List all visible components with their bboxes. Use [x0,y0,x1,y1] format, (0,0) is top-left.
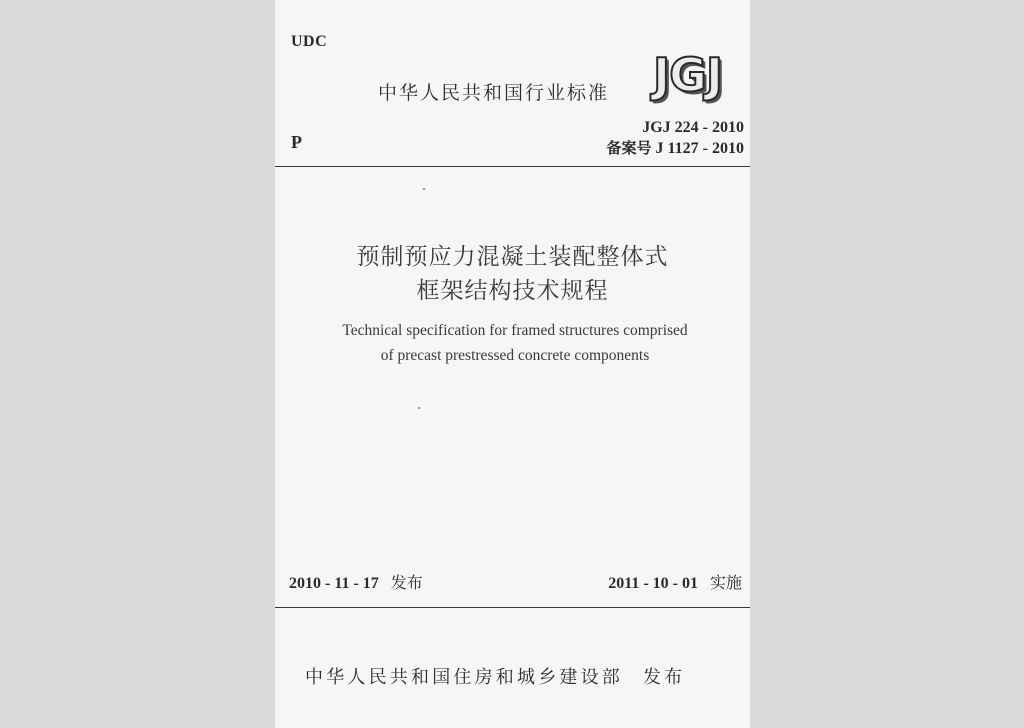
issue-date: 2010 - 11 - 17 [289,575,379,592]
footer-divider [275,607,750,608]
udc-label: UDC [291,33,328,50]
print-speck [423,188,425,190]
english-title [275,318,755,368]
implementation-date: 2011 - 10 - 01 [608,575,698,592]
implementation-date-row [608,570,742,593]
publisher-line [305,663,685,689]
standard-code-block [607,117,744,159]
publisher-action: 发布 [643,667,686,688]
jgj-logo: JGJ [653,48,722,102]
standard-cover-page [275,0,750,728]
category-label: P [291,132,302,152]
header-divider [275,166,750,167]
record-number-line [607,138,744,159]
publisher-name: 中华人民共和国住房和城乡建设部 [305,667,623,688]
issue-date-row [289,570,423,593]
standard-type-title: 中华人民共和国行业标准 [378,82,610,104]
chinese-title-line-2: 框架结构技术规程 [416,278,609,304]
english-title-line-1: Technical specification for framed structures comprised [342,322,688,339]
standard-code: JGJ 224 - 2010 [642,119,744,136]
record-number-label: 备案号 [606,139,652,157]
record-number: J 1127 - 2010 [655,140,744,157]
chinese-title [275,240,750,308]
print-speck [418,407,420,409]
implementation-label: 实施 [709,573,742,592]
issue-label: 发布 [390,573,423,592]
english-title-line-2: of precast prestressed concrete components [380,347,650,364]
chinese-title-line-1: 预制预应力混凝土装配整体式 [356,244,669,270]
